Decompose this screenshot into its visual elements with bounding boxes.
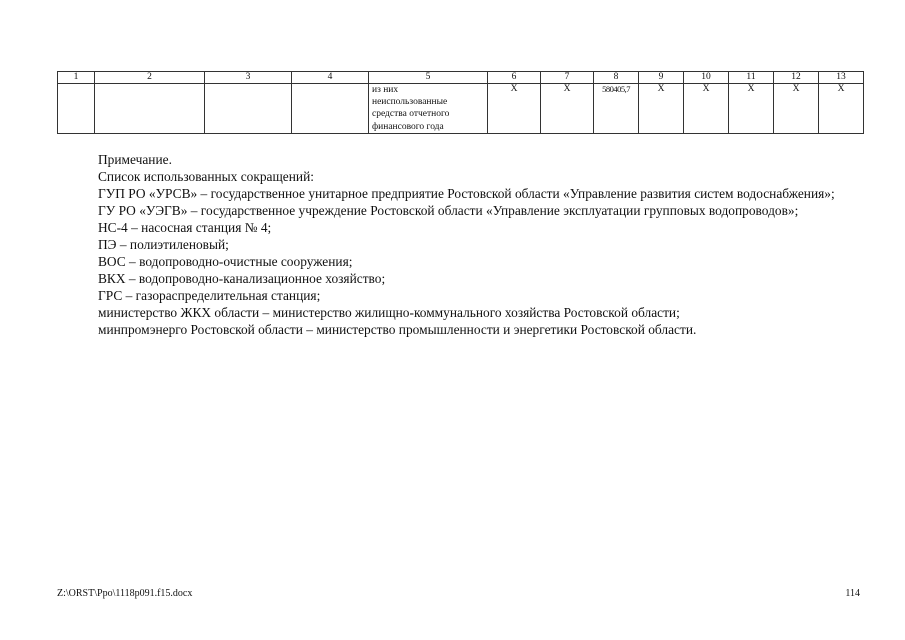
data-table (57, 71, 864, 134)
table-cell: Х (541, 84, 594, 134)
table-header-row (58, 72, 864, 84)
header-cell: 9 (639, 72, 684, 84)
description-line: финансового года (372, 121, 444, 132)
table-cell: Х (819, 84, 864, 134)
table-cell: Х (639, 84, 684, 134)
notes-heading: Примечание. (98, 152, 172, 167)
table-cell: Х (488, 84, 541, 134)
row-description-cell (369, 84, 488, 134)
abbreviation-item: ВКХ – водопроводно-канализационное хозяйство; (98, 271, 386, 286)
header-cell: 10 (684, 72, 729, 84)
abbreviation-item: ГУ РО «УЭГВ» – государственное учреждение Ростовской области «Управление эксплуатации групповых водопроводов»; (98, 203, 799, 218)
description-line: неиспользованные (372, 97, 448, 108)
header-cell: 2 (95, 72, 205, 84)
header-cell: 6 (488, 72, 541, 84)
abbreviation-item: НС-4 – насосная станция № 4; (98, 220, 272, 235)
header-cell: 5 (369, 72, 488, 84)
header-cell: 12 (774, 72, 819, 84)
abbreviation-item: минпромэнерго Ростовской области – министерство промышленности и энергетики Ростовской области. (98, 322, 697, 337)
footer-file-path: Z:\ORST\Ppo\1118p091.f15.docx (57, 588, 193, 599)
table-cell: Х (774, 84, 819, 134)
description-line: средства отчетного (372, 109, 450, 120)
header-cell: 8 (594, 72, 639, 84)
table-row (58, 84, 864, 134)
table-cell: Х (729, 84, 774, 134)
header-cell: 3 (205, 72, 292, 84)
header-cell: 4 (292, 72, 369, 84)
table-cell (205, 84, 292, 134)
description-line: из них (372, 85, 399, 95)
abbreviation-item: министерство ЖКХ области – министерство жилищно-коммунального хозяйства Ростовской области; (98, 305, 680, 320)
header-cell: 11 (729, 72, 774, 84)
abbreviation-item: ГУП РО «УРСВ» – государственное унитарное предприятие Ростовской области «Управление развития систем водоснабжения»; (98, 186, 835, 201)
abbreviation-item: ВОС – водопроводно-очистные сооружения; (98, 254, 353, 269)
abbreviation-item: ГРС – газораспределительная станция; (98, 288, 321, 303)
table-cell (58, 84, 95, 134)
header-cell: 13 (819, 72, 864, 84)
page-number: 114 (845, 588, 860, 599)
table-cell (292, 84, 369, 134)
table-cell (95, 84, 205, 134)
header-cell: 7 (541, 72, 594, 84)
header-cell: 1 (58, 72, 95, 84)
amount-cell: 580405,7 (594, 84, 639, 134)
abbreviations-title: Список использованных сокращений: (98, 169, 314, 184)
notes-section (33, 151, 859, 338)
table-cell: Х (684, 84, 729, 134)
abbreviation-item: ПЭ – полиэтиленовый; (98, 237, 229, 252)
